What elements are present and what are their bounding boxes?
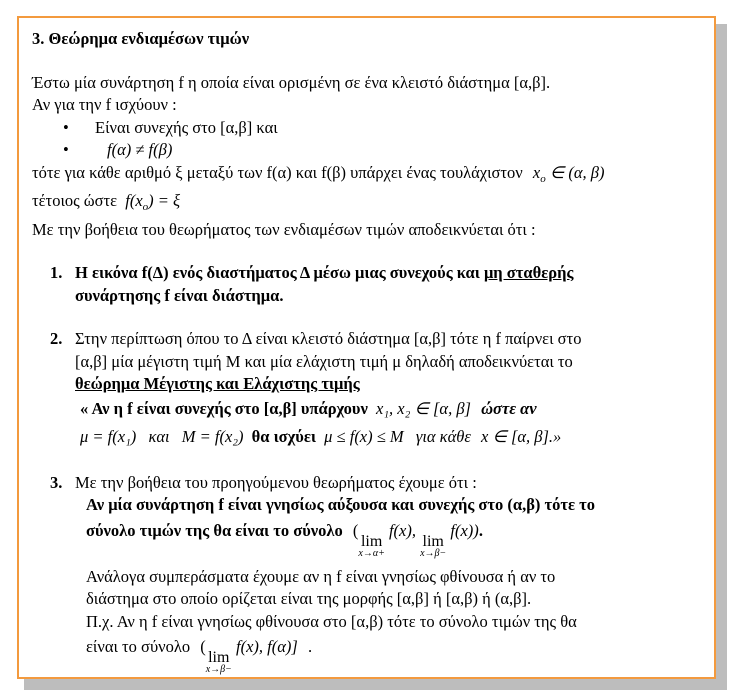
conditions-list bbox=[32, 117, 702, 162]
f-xo-math: $f(x_o) = \xi$ bbox=[125, 191, 181, 213]
item-3-line-7: είναι το σύνολο ( lim x→β− f(x), f(α)] . bbox=[86, 637, 313, 675]
item-number: 2. bbox=[50, 329, 63, 348]
condition-continuous: • Είναι συνεχής στο [α,β] και bbox=[32, 117, 702, 140]
decreasing-range-math: ( lim x→β− f(x), f(α)] bbox=[200, 637, 298, 675]
theorem-content bbox=[32, 28, 702, 676]
range-limits-math: ( lim x→α+ f(x), lim x→β− f(x)) bbox=[352, 520, 479, 559]
theorem-box bbox=[17, 16, 716, 679]
condition-unequal-math: f(α) ≠ f(β) bbox=[107, 140, 173, 159]
intro-line-2: Αν για την f ισχύουν : bbox=[32, 95, 177, 114]
intro-line-4 bbox=[32, 190, 702, 219]
item-2-quote-line-2: μ = f(x₁) και Μ = f(x₂) θα ισχύει μ ≤ f(x) ≤ M για κάθε x ∈ [α, β].» bbox=[80, 426, 562, 446]
intro-line-4-text: τέτοιος ώστε bbox=[32, 191, 118, 210]
result-item-3 bbox=[32, 472, 702, 677]
intro-line-3-text: τότε για κάθε αριθμό ξ μεταξύ των f(α) και f(β) υπάρχει ένας τουλάχιστον bbox=[32, 162, 523, 182]
intro-line-3 bbox=[32, 162, 702, 191]
item-3-line-5: διάστημα στο οποίο ορίζεται είναι της μορφής [α,β] ή [α,β) ή (α,β]. bbox=[86, 589, 532, 608]
item-2-line-2: [α,β] μία μέγιστη τιμή Μ και μία ελάχιστη τιμή μ δηλαδή αποδεικνύεται το bbox=[75, 351, 573, 371]
item-2-line-1: Στην περίπτωση όπου το Δ είναι κλειστό διάστημα [α,β] τότε η f παίρνει στο bbox=[75, 329, 582, 348]
item-1-line-2: συνάρτησης f είναι διάστημα. bbox=[75, 285, 284, 305]
result-item-2 bbox=[32, 328, 702, 452]
item-3-line-1: Με την βοήθεια του προηγούμενου θεωρήματος έχουμε ότι : bbox=[75, 472, 477, 492]
item-3-line-3: σύνολο τιμών της θα είναι το σύνολο ( lim x→α+ f(x), lim x→β− f(x)). bbox=[86, 520, 483, 559]
xo-math: $x_o$ ∈ (α, β) bbox=[532, 162, 605, 185]
item-3-line-2: Αν μία συνάρτηση f είναι γνησίως αύξουσα και συνεχής στο (α,β) τότε το bbox=[86, 495, 595, 514]
condition-unequal bbox=[32, 139, 702, 162]
intro-line-1: Έστω μία συνάρτηση f η οποία είναι ορισμένη σε ένα κλειστό διάστημα [α,β]. bbox=[32, 72, 551, 92]
result-item-1 bbox=[32, 262, 702, 307]
item-number: 3. bbox=[50, 472, 63, 492]
item-3-line-4: Ανάλογα συμπεράσματα έχουμε αν η f είναι γνησίως φθίνουσα ή αν το bbox=[86, 566, 556, 586]
item-number: 1. bbox=[50, 263, 63, 282]
section-heading: 3. Θεώρημα ενδιαμέσων τιμών bbox=[32, 29, 250, 48]
intro-line-5: Με την βοήθεια του θεωρήματος των ενδιαμέσων τιμών αποδεικνύεται ότι : bbox=[32, 219, 536, 239]
item-2-quote-line-1: « Αν η f είναι συνεχής στο [α,β] υπάρχουν x₁, x₂ ∈ [α, β] ώστε αν bbox=[80, 398, 537, 418]
item-3-line-6: Π.χ. Αν η f είναι γνησίως φθίνουσα στο [α,β) τότε το σύνολο τιμών της θα bbox=[86, 611, 577, 631]
item-2-theorem-title: θεώρημα Μέγιστης και Ελάχιστης τιμής bbox=[75, 374, 360, 393]
item-1-line-1: Η εικόνα f(Δ) ενός διαστήματος Δ μέσω μιας συνεχούς και μη σταθερής bbox=[75, 263, 574, 282]
